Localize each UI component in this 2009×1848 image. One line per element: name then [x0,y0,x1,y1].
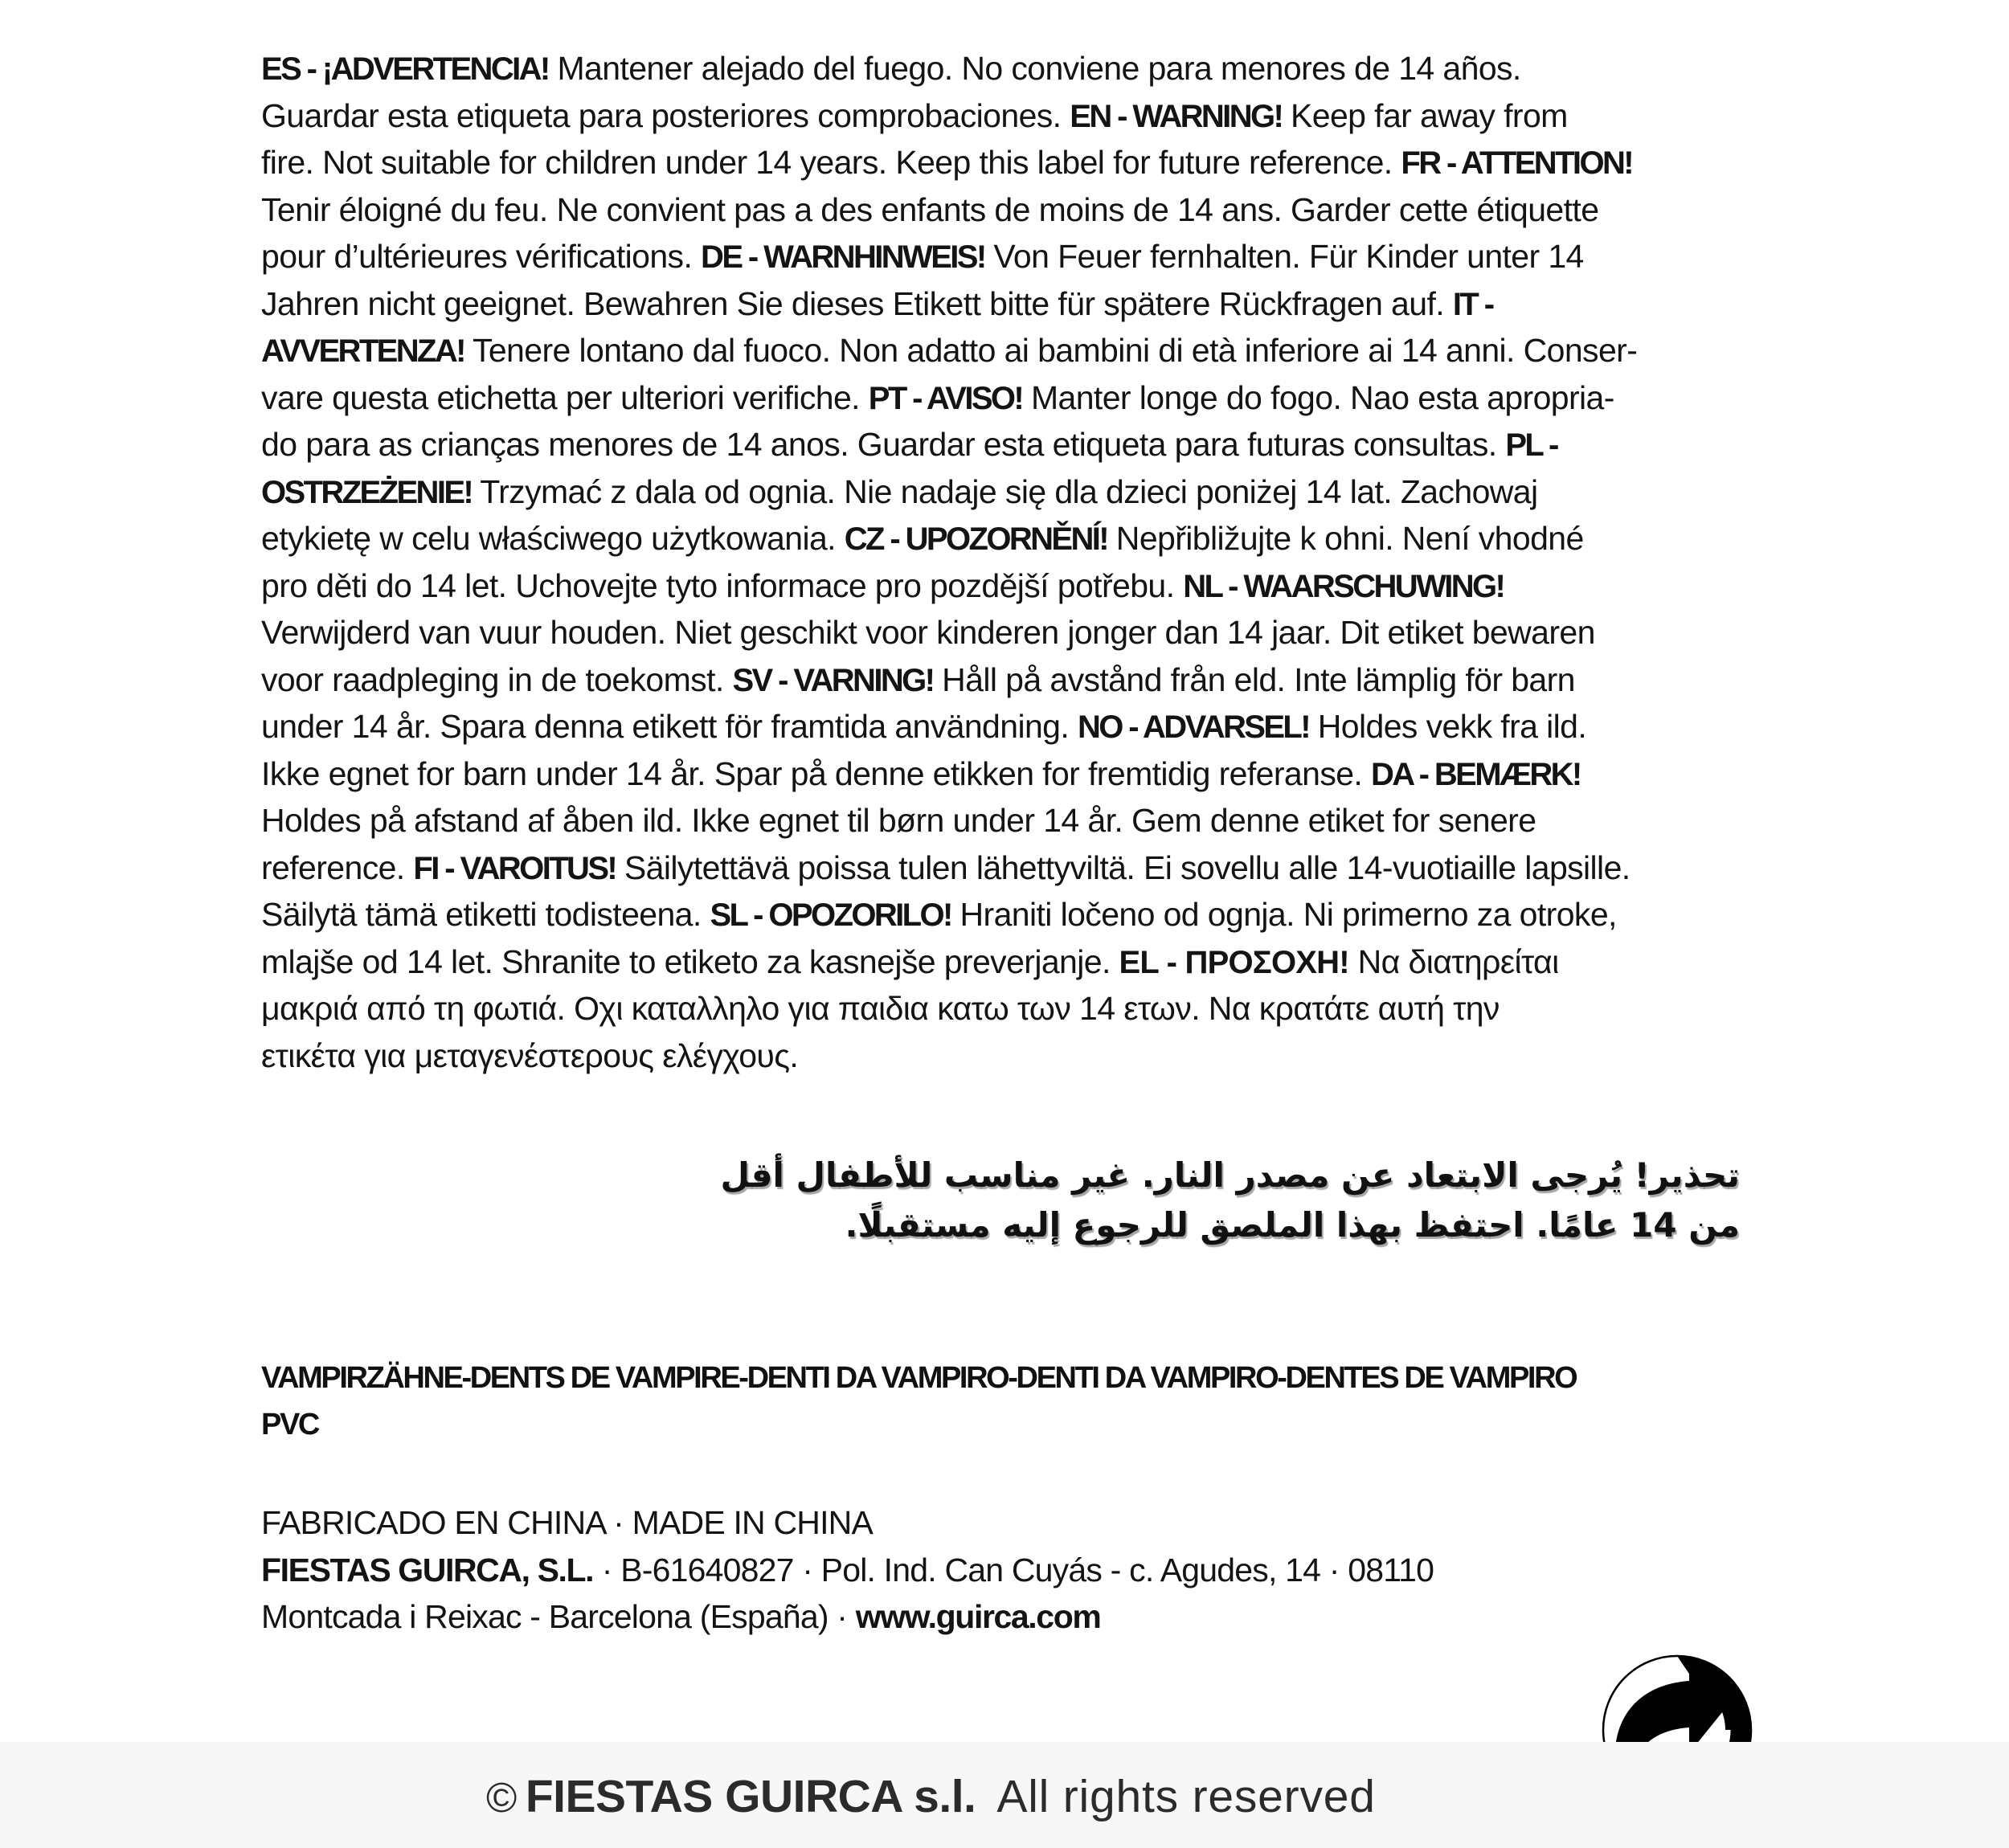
warning-line [261,891,1740,938]
warning-language-label: DA - BEMÆRK! [1371,756,1581,792]
warning-line [261,327,1740,374]
warning-text: under 14 år. Spara denna etikett för framtida användning. [261,708,1078,745]
company-name: FIESTAS GUIRCA, S.L. [261,1551,594,1588]
warning-text: Säilytettävä poissa tulen lähettyviltä. Ei sovellu alle 14-vuotiaille lapsille. [616,848,1631,886]
warning-text: do para as crianças menores de 14 anos. Guardar esta etiqueta para futuras consultas. [261,426,1506,463]
city-website-line [261,1593,1434,1641]
warning-language-label: NO - ADVARSEL! [1077,709,1309,745]
warning-language-label: DE - WARNHINWEIS! [701,239,985,275]
warning-text: Holdes på afstand af åben ild. Ikke egnet til børn under 14 år. Gem denne etiket for senere [261,802,1536,839]
warning-line [261,45,1740,92]
product-info [261,1355,1576,1448]
warning-text: Verwijderd van vuur houden. Niet geschikt voor kinderen jonger dan 14 jaar. Dit etiket bewaren [261,614,1595,651]
warning-text: reference. [261,848,414,886]
address-line-1: · B-61640827 · Pol. Ind. Can Cuyás - c. Agudes, 14 · 08110 [593,1551,1434,1588]
warning-line [261,656,1740,704]
warning-text: Jahren nicht geeignet. Bewahren Sie dieses Etikett bitte für spätere Rückfragen auf. [261,284,1453,322]
arabic-warning-line: تحذير! يُرجى الابتعاد عن مصدر النار. غير مناسب للأطفال أقل [720,1155,1740,1195]
warning-line [261,562,1740,610]
warning-language-label: ES - ¡ADVERTENCIA! [261,51,549,87]
website-link[interactable]: www.guirca.com [855,1598,1101,1635]
origin-text: FABRICADO EN CHINA · MADE IN CHINA [261,1504,874,1541]
warning-text: Nepřibližujte k ohni. Není vhodné [1107,520,1584,557]
safety-warnings [261,45,1740,1079]
warning-text: mlajše od 14 let. Shranite to etiketo za kasnejše preverjanje. [261,942,1119,980]
warning-text: etykietę w celu właściwego użytkowania. [261,520,845,557]
warning-line [261,233,1740,280]
warning-language-label: OSTRZEŻENIE! [261,474,473,510]
warning-text: Hraniti ločeno od ognja. Ni primerno za otroke, [951,896,1617,933]
copyright-icon: © [486,1775,518,1821]
warning-language-label: FI - VAROITUS! [413,850,616,886]
warning-language-label: FR - ATTENTION! [1401,145,1632,181]
warning-text: Säilytä tämä etiketti todisteena. [261,896,710,933]
address-line-2: Montcada i Reixac - Barcelona (España) · [261,1598,856,1635]
warning-line [261,92,1740,140]
warning-line [261,703,1740,750]
warning-line [261,938,1740,986]
warning-language-label: EN - WARNING! [1070,98,1283,134]
warning-line [261,186,1740,234]
warning-language-label: SV - VARNING! [732,662,934,698]
warning-text: voor raadpleging in de toekomst. [261,660,733,698]
warning-text: Keep far away from [1282,96,1568,134]
warning-text: Guardar esta etiqueta para posteriores comprobaciones. [261,96,1070,134]
warning-text: μακριά από τη φωτιά. Οχι καταλληλο για παιδια κατω των 14 ετων. Να κρατάτε αυτή την [261,990,1500,1027]
warning-text: Mantener alejado del fuego. No conviene para menores de 14 años. [548,50,1521,87]
warning-line [261,421,1740,468]
manufacturer-info [261,1499,1434,1641]
warning-text: pro děti do 14 let. Uchovejte tyto informace pro pozdější potřebu. [261,566,1184,604]
warning-language-label: IT - [1452,286,1493,322]
warning-text: Tenir éloigné du feu. Ne convient pas a des enfants de moins de 14 ans. Garder cette étiquette [261,190,1599,228]
warning-text: Tenere lontano dal fuoco. Non adatto ai bambini di età inferiore ai 14 anni. Conser- [464,332,1638,369]
warning-line [261,468,1740,516]
warning-language-label: PT - AVISO! [868,380,1023,416]
warning-text: Håll på avstånd från eld. Inte lämplig för barn [933,660,1575,698]
warning-text: Holdes vekk fra ild. [1309,708,1587,745]
warning-line [261,609,1740,656]
warning-language-label: EL - ΠΡΟΣΟΧΗ! [1119,944,1349,980]
warning-line [261,515,1740,562]
company-address-line [261,1547,1434,1594]
warning-line [261,374,1740,422]
warning-text: vare questa etichetta per ulteriori verifiche. [261,378,869,416]
warning-text: fire. Not suitable for children under 14 years. Keep this label for future reference. [261,144,1401,181]
warning-line [261,797,1740,844]
copyright-rights: All rights reserved [996,1771,1376,1822]
warning-language-label: CZ - UPOZORNĚNÍ! [844,521,1108,557]
warning-text: Manter longe do fogo. Nao esta apropria- [1022,378,1614,416]
warning-language-label: NL - WAARSCHUWING! [1183,568,1504,604]
warning-text: pour d’ultérieures vérifications. [261,238,702,275]
warning-line [261,1032,1740,1080]
copyright-brand: FIESTAS GUIRCA s.l. [525,1771,976,1822]
copyright-banner [0,1742,2009,1848]
warning-text: Να διατηρείται [1348,942,1559,980]
warning-line [261,750,1740,798]
warning-line [261,280,1740,328]
warning-language-label: PL - [1505,427,1557,463]
product-material: PVC [261,1408,318,1441]
warning-text: Von Feuer fernhalten. Für Kinder unter 14 [984,238,1584,275]
warning-text: ετικέτα για μεταγενέστερους ελέγχους. [261,1036,799,1074]
arabic-warning-line: من 14 عامًا. احتفظ بهذا الملصق للرجوع إليه مستقبلًا. [845,1205,1740,1245]
warning-text: Ikke egnet for barn under 14 år. Spar på denne etikken for fremtidig referanse. [261,754,1372,792]
copyright-notice [486,1771,1376,1824]
warning-line [261,139,1740,186]
warning-language-label: SL - OPOZORILO! [710,897,951,933]
warning-text: Trzymać z dala od ognia. Nie nadaje się dla dzieci poniżej 14 lat. Zachowaj [472,472,1538,510]
arabic-warning [720,1151,1740,1250]
warning-language-label: AVVERTENZA! [261,333,464,369]
warning-line [261,985,1740,1032]
product-name: VAMPIRZÄHNE-DENTS DE VAMPIRE-DENTI DA VAMPIRO-DENTI DA VAMPIRO-DENTES DE VAMPIRO [261,1361,1577,1395]
warning-line [261,844,1740,892]
